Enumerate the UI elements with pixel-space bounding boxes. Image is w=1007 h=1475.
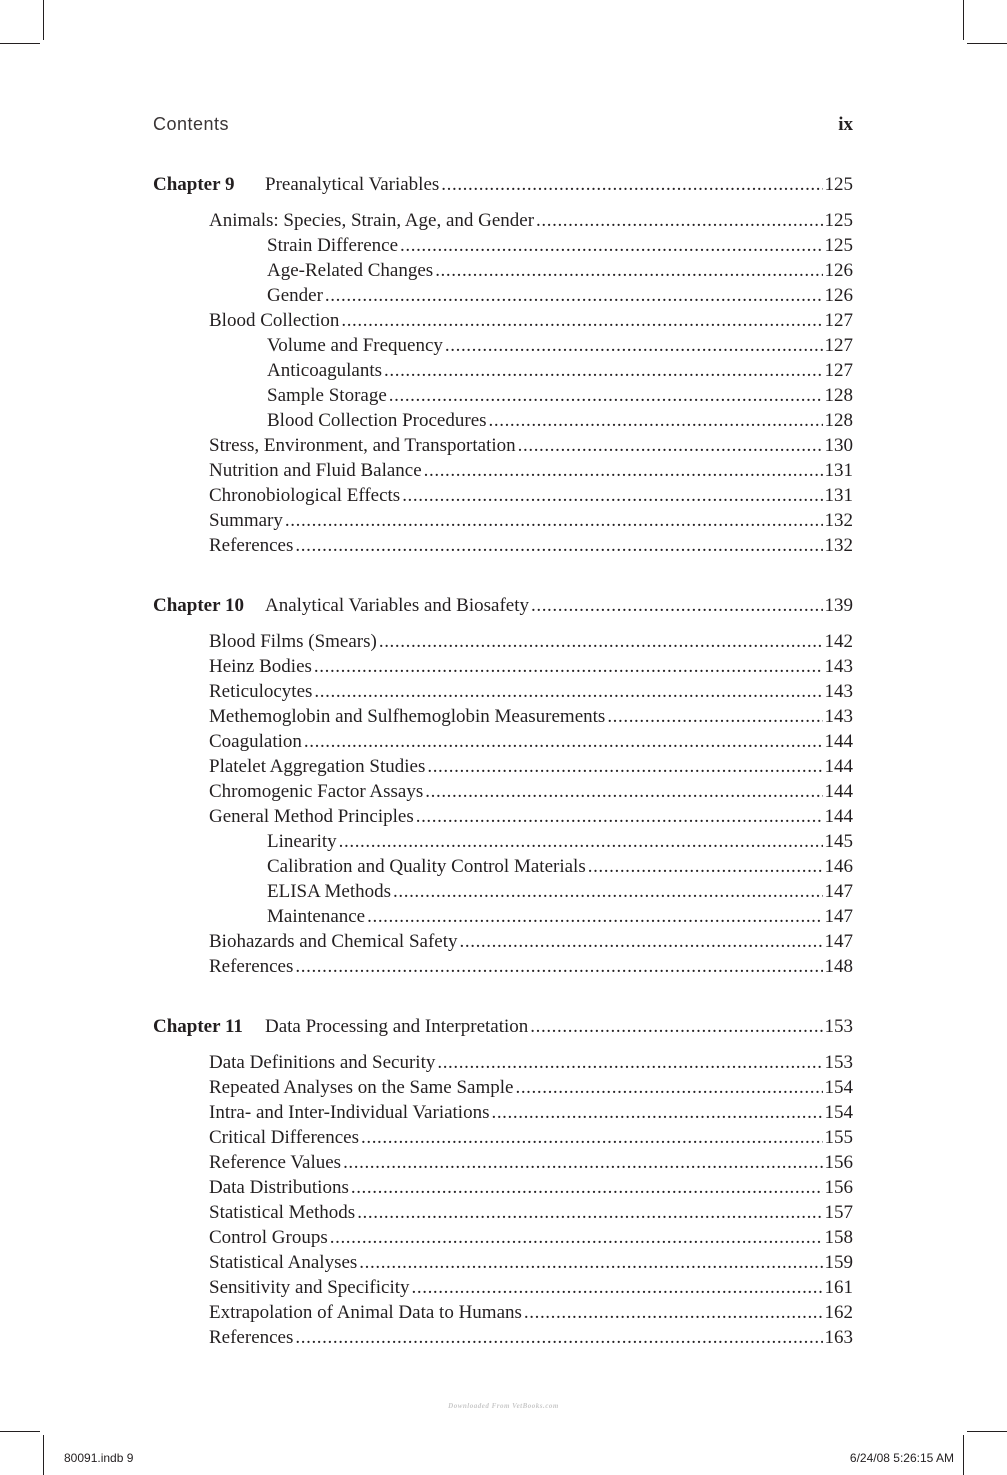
- entry-title: Sensitivity and Specificity: [209, 1277, 410, 1298]
- page-ref: 159: [824, 1252, 853, 1273]
- toc-entry[interactable]: [153, 233, 853, 258]
- page-ref: 144: [824, 731, 853, 752]
- entry-title: ELISA Methods: [267, 881, 392, 902]
- toc-entry[interactable]: [153, 258, 853, 283]
- table-of-contents: [153, 171, 853, 1350]
- toc-entry[interactable]: [153, 483, 853, 508]
- entry-title: Statistical Methods: [209, 1202, 356, 1223]
- dot-leader: [384, 358, 822, 383]
- dot-leader: [330, 1225, 823, 1250]
- page-ref: 126: [824, 260, 853, 281]
- dot-leader: [491, 1100, 822, 1125]
- dot-leader: [402, 483, 822, 508]
- entry-title: Heinz Bodies: [209, 656, 312, 677]
- dot-leader: [295, 533, 822, 558]
- page-ref: 146: [824, 856, 853, 877]
- dot-leader: [416, 804, 823, 829]
- toc-entry[interactable]: [153, 904, 853, 929]
- entry-title: Strain Difference: [267, 235, 399, 256]
- entry-title: Nutrition and Fluid Balance: [209, 460, 422, 481]
- page-ref: 125: [824, 174, 853, 195]
- entry-title: Maintenance: [267, 906, 366, 927]
- dot-leader: [460, 929, 823, 954]
- entry-title: Gender: [267, 285, 323, 306]
- toc-entry[interactable]: [153, 433, 853, 458]
- page-ref: 163: [824, 1327, 853, 1348]
- toc-entry[interactable]: [153, 779, 853, 804]
- dot-leader: [435, 258, 822, 283]
- page-ref: 131: [824, 485, 853, 506]
- crop-mark: [967, 1431, 1007, 1432]
- entry-title: Volume and Frequency: [267, 335, 443, 356]
- dot-leader: [379, 629, 823, 654]
- entry-title: Coagulation: [209, 731, 302, 752]
- chapter-title: Data Processing and Interpretation: [265, 1016, 529, 1037]
- entry-title: Blood Films (Smears): [209, 631, 377, 652]
- watermark: Downloaded From VetBooks.com: [448, 1402, 559, 1410]
- toc-entry[interactable]: [153, 408, 853, 433]
- page-ref: 143: [824, 656, 853, 677]
- toc-entry[interactable]: [153, 1325, 853, 1350]
- dot-leader: [489, 408, 823, 433]
- toc-entry[interactable]: [153, 458, 853, 483]
- page-ref: 126: [824, 285, 853, 306]
- page-ref: 144: [824, 781, 853, 802]
- chapter-heading[interactable]: [153, 1013, 853, 1041]
- dot-leader: [424, 458, 823, 483]
- toc-entry[interactable]: [153, 333, 853, 358]
- page-ref: 155: [824, 1127, 853, 1148]
- entry-title: Repeated Analyses on the Same Sample: [209, 1077, 514, 1098]
- toc-entry[interactable]: [153, 358, 853, 383]
- entry-title: References: [209, 956, 294, 977]
- dot-leader: [393, 879, 822, 904]
- toc-entry[interactable]: [153, 929, 853, 954]
- dot-leader: [295, 954, 822, 979]
- entry-title: Intra- and Inter-Individual Variations: [209, 1102, 490, 1123]
- entry-title: Sample Storage: [267, 385, 387, 406]
- dot-leader: [427, 754, 822, 779]
- toc-entry[interactable]: [153, 1275, 853, 1300]
- dot-leader: [361, 1125, 823, 1150]
- entry-title: Control Groups: [209, 1227, 328, 1248]
- entry-title: Stress, Environment, and Transportation: [209, 435, 516, 456]
- crop-mark: [963, 1435, 964, 1475]
- page-ref: 153: [824, 1052, 853, 1073]
- dot-leader: [412, 1275, 823, 1300]
- page-ref: 130: [824, 435, 853, 456]
- entry-title: Platelet Aggregation Studies: [209, 756, 426, 777]
- dot-leader: [389, 383, 823, 408]
- chapter-10: [153, 592, 853, 979]
- crop-mark: [967, 43, 1007, 44]
- entry-title: Statistical Analyses: [209, 1252, 358, 1273]
- crop-mark: [0, 43, 40, 44]
- dot-leader: [530, 1013, 822, 1041]
- dot-leader: [357, 1200, 822, 1225]
- dot-leader: [518, 433, 823, 458]
- dot-leader: [437, 1050, 822, 1075]
- dot-leader: [367, 904, 822, 929]
- dot-leader: [285, 508, 823, 533]
- page-ref: 154: [824, 1102, 853, 1123]
- toc-entry[interactable]: [153, 704, 853, 729]
- dot-leader: [359, 1250, 822, 1275]
- entry-title: Anticoagulants: [267, 360, 383, 381]
- dot-leader: [295, 1325, 822, 1350]
- dot-leader: [515, 1075, 822, 1100]
- page-ref: 147: [824, 931, 853, 952]
- running-head: [153, 114, 853, 138]
- dot-leader: [343, 1150, 822, 1175]
- chapter-title: Analytical Variables and Biosafety: [265, 595, 529, 616]
- page-ref: 143: [824, 706, 853, 727]
- entry-title: Extrapolation of Animal Data to Humans: [209, 1302, 522, 1323]
- page-ref: 132: [824, 535, 853, 556]
- page-ref: 127: [824, 335, 853, 356]
- chapter-9: [153, 171, 853, 558]
- entry-title: Calibration and Quality Control Materials: [267, 856, 586, 877]
- chapter-heading[interactable]: [153, 171, 853, 199]
- entry-title: Reticulocytes: [209, 681, 313, 702]
- page-ref: 139: [824, 595, 853, 616]
- dot-leader: [325, 283, 823, 308]
- toc-entry[interactable]: [153, 754, 853, 779]
- page-ref: 143: [824, 681, 853, 702]
- toc-entry[interactable]: [153, 629, 853, 654]
- entry-title: References: [209, 1327, 294, 1348]
- page-ref: 147: [824, 881, 853, 902]
- entry-title: Age-Related Changes: [267, 260, 434, 281]
- page-ref: 156: [824, 1152, 853, 1173]
- entry-title: General Method Principles: [209, 806, 414, 827]
- toc-entry[interactable]: [153, 654, 853, 679]
- entry-title: Critical Differences: [209, 1127, 359, 1148]
- entry-title: Animals: Species, Strain, Age, and Gender: [209, 210, 535, 231]
- toc-entry[interactable]: [153, 1300, 853, 1325]
- entry-title: Reference Values: [209, 1152, 342, 1173]
- chapter-label: Chapter 9: [153, 174, 235, 195]
- toc-entry[interactable]: [153, 679, 853, 704]
- dot-leader: [531, 592, 823, 620]
- toc-entry[interactable]: [153, 1150, 853, 1175]
- dot-leader: [314, 654, 823, 679]
- toc-entry[interactable]: [153, 1075, 853, 1100]
- slug-timestamp: 6/24/08 5:26:15 AM: [849, 1451, 954, 1465]
- dot-leader: [441, 171, 822, 199]
- page-ref: 148: [824, 956, 853, 977]
- dot-leader: [339, 829, 823, 854]
- toc-entry[interactable]: [153, 508, 853, 533]
- page-number: ix: [838, 114, 853, 135]
- chapter-11: [153, 1013, 853, 1350]
- page-ref: 142: [824, 631, 853, 652]
- page-ref: 131: [824, 460, 853, 481]
- page-ref: 156: [824, 1177, 853, 1198]
- entry-title: References: [209, 535, 294, 556]
- chapter-label: Chapter 10: [153, 595, 244, 616]
- toc-entry[interactable]: [153, 383, 853, 408]
- dot-leader: [536, 208, 822, 233]
- dot-leader: [400, 233, 822, 258]
- dot-leader: [588, 854, 823, 879]
- page-ref: 144: [824, 756, 853, 777]
- entry-title: Methemoglobin and Sulfhemoglobin Measurements: [209, 706, 606, 727]
- page-ref: 128: [824, 410, 853, 431]
- toc-entry[interactable]: [153, 729, 853, 754]
- dot-leader: [445, 333, 823, 358]
- toc-entry[interactable]: [153, 1125, 853, 1150]
- page-ref: 125: [824, 210, 853, 231]
- entry-title: Chronobiological Effects: [209, 485, 401, 506]
- entry-title: Blood Collection Procedures: [267, 410, 487, 431]
- crop-mark: [0, 1431, 40, 1432]
- page-ref: 154: [824, 1077, 853, 1098]
- page-ref: 128: [824, 385, 853, 406]
- entry-title: Summary: [209, 510, 283, 531]
- toc-entry[interactable]: [153, 533, 853, 558]
- page-ref: 157: [824, 1202, 853, 1223]
- toc-entry[interactable]: [153, 283, 853, 308]
- toc-entry[interactable]: [153, 308, 853, 333]
- toc-entry[interactable]: [153, 829, 853, 854]
- chapter-label: Chapter 11: [153, 1016, 243, 1037]
- toc-entry[interactable]: [153, 854, 853, 879]
- dot-leader: [351, 1175, 823, 1200]
- page-ref: 145: [824, 831, 853, 852]
- entry-title: Data Definitions and Security: [209, 1052, 436, 1073]
- page-ref: 147: [824, 906, 853, 927]
- toc-entry[interactable]: [153, 1225, 853, 1250]
- page-ref: 161: [824, 1277, 853, 1298]
- toc-entry[interactable]: [153, 879, 853, 904]
- running-head-title: Contents: [153, 114, 230, 134]
- toc-entry[interactable]: [153, 1100, 853, 1125]
- chapter-heading[interactable]: [153, 592, 853, 620]
- entry-title: Chromogenic Factor Assays: [209, 781, 424, 802]
- page-ref: 158: [824, 1227, 853, 1248]
- page-ref: 144: [824, 806, 853, 827]
- dot-leader: [425, 779, 822, 804]
- crop-mark: [963, 0, 964, 40]
- entry-title: Linearity: [267, 831, 337, 852]
- page-ref: 127: [824, 360, 853, 381]
- dot-leader: [524, 1300, 823, 1325]
- toc-entry[interactable]: [153, 804, 853, 829]
- dot-leader: [341, 308, 822, 333]
- toc-entry[interactable]: [153, 1050, 853, 1075]
- entry-title: Blood Collection: [209, 310, 340, 331]
- slug-file: 80091.indb 9: [64, 1451, 134, 1465]
- toc-entry[interactable]: [153, 954, 853, 979]
- page-ref: 127: [824, 310, 853, 331]
- page-ref: 132: [824, 510, 853, 531]
- toc-entry[interactable]: [153, 208, 853, 233]
- dot-leader: [607, 704, 822, 729]
- toc-entry[interactable]: [153, 1250, 853, 1275]
- toc-entry[interactable]: [153, 1175, 853, 1200]
- chapter-title: Preanalytical Variables: [265, 174, 440, 195]
- page-ref: 162: [824, 1302, 853, 1323]
- entry-title: Data Distributions: [209, 1177, 349, 1198]
- toc-entry[interactable]: [153, 1200, 853, 1225]
- crop-mark: [43, 1435, 44, 1475]
- page-ref: 153: [824, 1016, 853, 1037]
- page-ref: 125: [824, 235, 853, 256]
- dot-leader: [314, 679, 822, 704]
- entry-title: Biohazards and Chemical Safety: [209, 931, 458, 952]
- crop-mark: [43, 0, 44, 40]
- dot-leader: [304, 729, 823, 754]
